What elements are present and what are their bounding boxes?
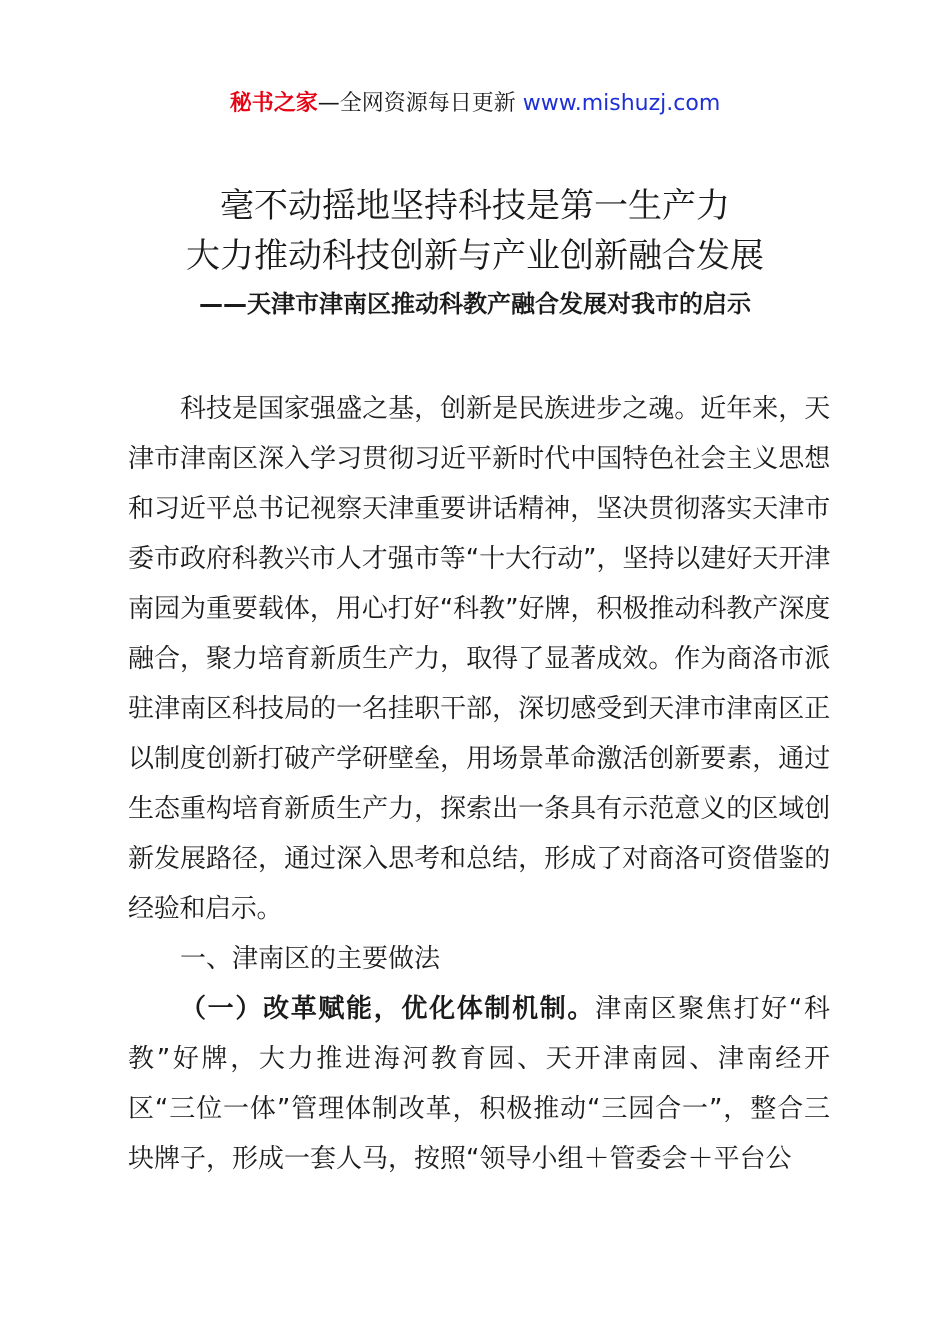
document-title-line-2: 大力推动科技创新与产业创新融合发展: [186, 236, 764, 276]
site-brand: 秘书之家: [229, 91, 318, 116]
document-subtitle: ——天津市津南区推动科教产融合发展对我市的启示: [199, 290, 751, 318]
subsection-text: 津南区聚焦打好“科教”好牌，大力推进海河教育园、天开津南园、津南经开区“三位一体”管理体制改革，积极推动“三园合一”，整合三块牌子，形成一套人马，按照“领导小组＋管委会＋平台公: [128, 994, 830, 1174]
intro-paragraph: 科技是国家强盛之基，创新是民族进步之魂。近年来，天津市津南区深入学习贯彻习近平新时代中国特色社会主义思想和习近平总书记视察天津重要讲话精神，坚决贯彻落实天津市委市政府科教兴市人才强市等“十大行动”，坚持以建好天开津南园为重要载体，用心打好“科教”好牌，积极推动科教产深度融合，聚力培育新质生产力，取得了显著成效。作为商洛市派驻津南区科技局的一名挂职干部，深切感受到天津市津南区正以制度创新打破产学研壁垒，用场景革命激活创新要素，通过生态重构培育新质生产力，探索出一条具有示范意义的区域创新发展路径，通过深入思考和总结，形成了对商洛可资借鉴的经验和启示。: [128, 394, 830, 924]
site-header: [0, 88, 950, 120]
subsection-heading: （一）改革赋能，优化体制机制。: [180, 994, 596, 1024]
section-heading: 一、津南区的主要做法: [180, 944, 441, 974]
site-url-link[interactable]: www.mishuzj.com: [522, 91, 721, 116]
site-tagline: —全网资源每日更新: [317, 91, 523, 116]
document-body: [128, 384, 830, 1184]
document-title-line-1: 毫不动摇地坚持科技是第一生产力: [220, 186, 730, 226]
subsection-paragraph: [128, 984, 830, 1184]
